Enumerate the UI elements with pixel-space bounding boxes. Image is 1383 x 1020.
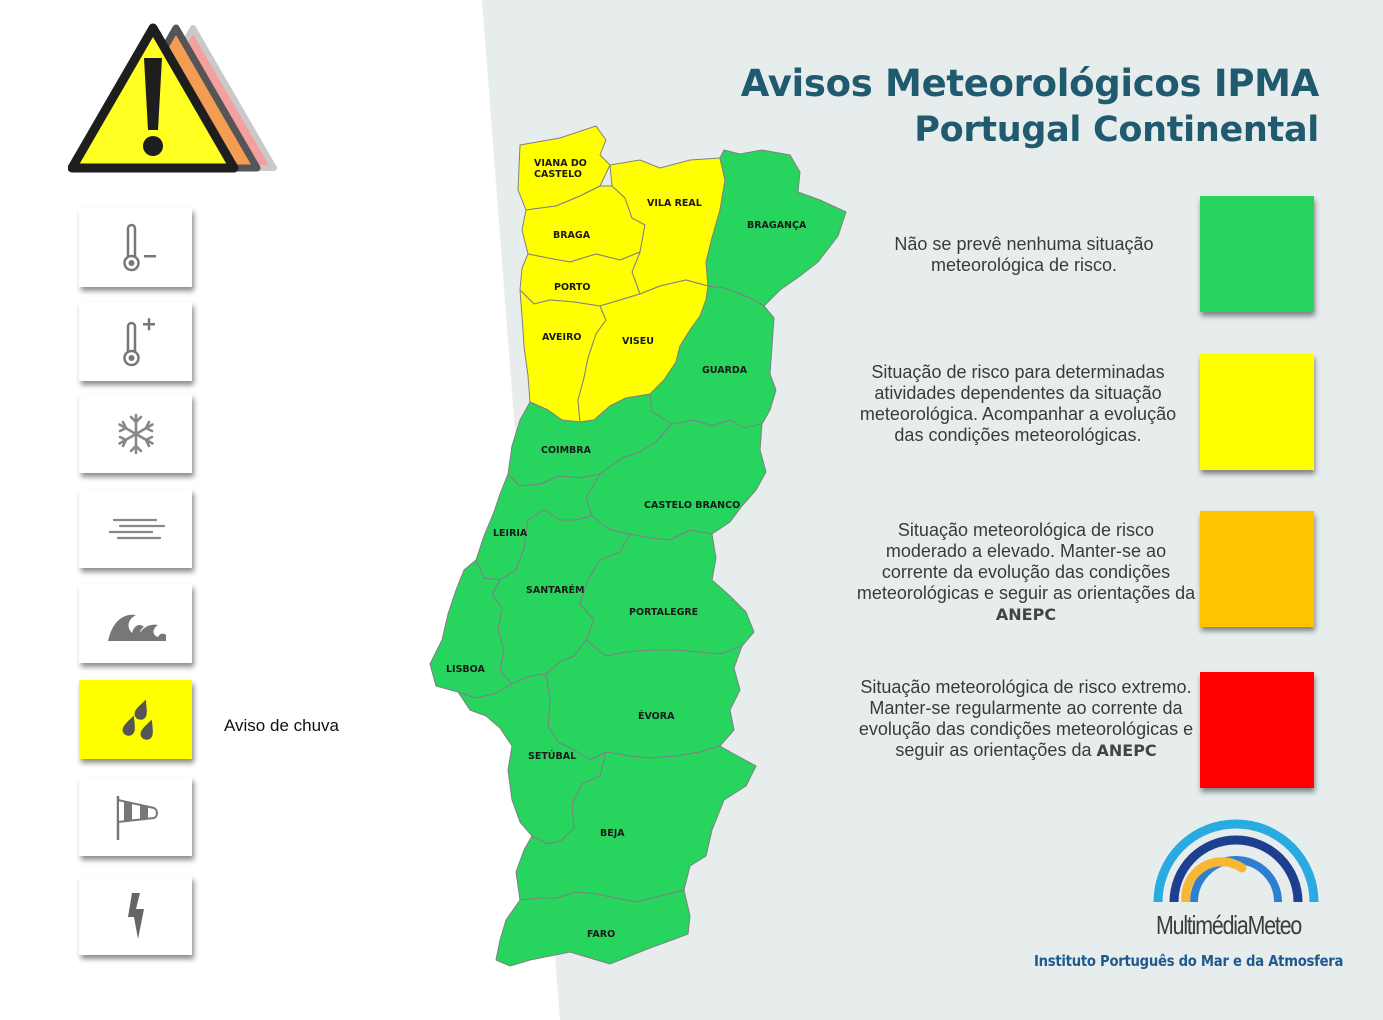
district-label-faro: FARO: [587, 929, 616, 940]
legend-red-agency: ANEPC: [1096, 741, 1157, 760]
hazard-button-high-temperature[interactable]: [79, 302, 192, 381]
district-label-santarém: SANTARÉM: [526, 585, 585, 596]
page-title: Avisos Meteorológicos IPMA: [740, 62, 1319, 105]
district-faro[interactable]: [496, 890, 690, 966]
hazard-button-snow[interactable]: [79, 394, 192, 473]
district-label-bragança: BRAGANÇA: [747, 220, 807, 231]
district-label-viseu: VISEU: [622, 336, 654, 347]
legend-yellow-swatch: [1200, 354, 1314, 470]
snowflake-icon: [106, 409, 166, 459]
legend-red-text: Situação meteorológica de risco extremo. Manter-se regularmente ao corrente da evolução das condições meteorológicas e seguir as orientações da ANEPC: [858, 677, 1194, 760]
hazard-button-thunderstorm[interactable]: [79, 876, 192, 955]
windsock-icon: [106, 792, 166, 842]
district-label-leiria: LEIRIA: [493, 528, 528, 539]
district-label-guarda: GUARDA: [702, 365, 748, 376]
page-subtitle: Portugal Continental: [914, 110, 1319, 150]
logo-text: MultimédiaMeteo: [1156, 910, 1302, 940]
district-label-portalegre: PORTALEGRE: [629, 607, 699, 618]
district-evora[interactable]: [546, 640, 742, 760]
district-label-évora: ÉVORA: [638, 711, 675, 722]
lightning-icon: [106, 891, 166, 941]
hazard-button-wind[interactable]: [79, 777, 192, 856]
district-label-viana-do-castelo: VIANA DO CASTELO: [534, 158, 587, 180]
active-hazard-label: Aviso de chuva: [224, 716, 339, 735]
hazard-button-fog[interactable]: [79, 489, 192, 568]
district-label-porto: PORTO: [554, 282, 591, 293]
fog-icon: [106, 504, 166, 554]
district-label-lisboa: LISBOA: [446, 664, 485, 675]
organization-name: Instituto Português do Mar e da Atmosfera: [1034, 952, 1344, 970]
multimedia-meteo-logo-icon: [1150, 812, 1322, 907]
district-label-beja: BEJA: [600, 828, 625, 839]
legend-green-swatch: [1200, 196, 1314, 312]
legend-orange-text: Situação meteorológica de risco moderado a elevado. Manter-se ao corrente da evolução das condições meteorológicas e seguir as orientações da ANEPC: [856, 520, 1196, 624]
thermometer-plus-icon: [106, 317, 166, 367]
hazard-button-rain[interactable]: [79, 680, 192, 759]
legend-yellow-text: Situação de risco para determinadas atividades dependentes da situação meteorológica. Acompanhar a evolução das condições meteorológicas.: [859, 362, 1177, 445]
legend-orange-agency: ANEPC: [995, 605, 1057, 624]
district-label-braga: BRAGA: [553, 230, 591, 241]
district-label-setúbal: SETÚBAL: [528, 751, 577, 762]
district-label-vila-real: VILA REAL: [647, 198, 702, 209]
legend-orange-swatch: [1200, 511, 1314, 627]
legend-green-text: Não se prevê nenhuma situação meteorológica de risco.: [894, 234, 1154, 275]
hazard-button-low-temperature[interactable]: [79, 208, 192, 287]
district-label-coimbra: COIMBRA: [541, 445, 591, 456]
legend-red-swatch: [1200, 672, 1314, 788]
waves-icon: [106, 599, 166, 649]
rain-drops-icon: [106, 695, 166, 745]
district-label-castelo-branco: CASTELO BRANCO: [644, 500, 741, 511]
district-label-aveiro: AVEIRO: [542, 332, 582, 343]
hazard-button-coastal-agitation[interactable]: [79, 584, 192, 663]
warning-triangle-icon: [68, 22, 280, 174]
thermometer-minus-icon: [106, 223, 166, 273]
district-porto[interactable]: [520, 252, 640, 306]
portugal-district-map: [420, 120, 860, 990]
